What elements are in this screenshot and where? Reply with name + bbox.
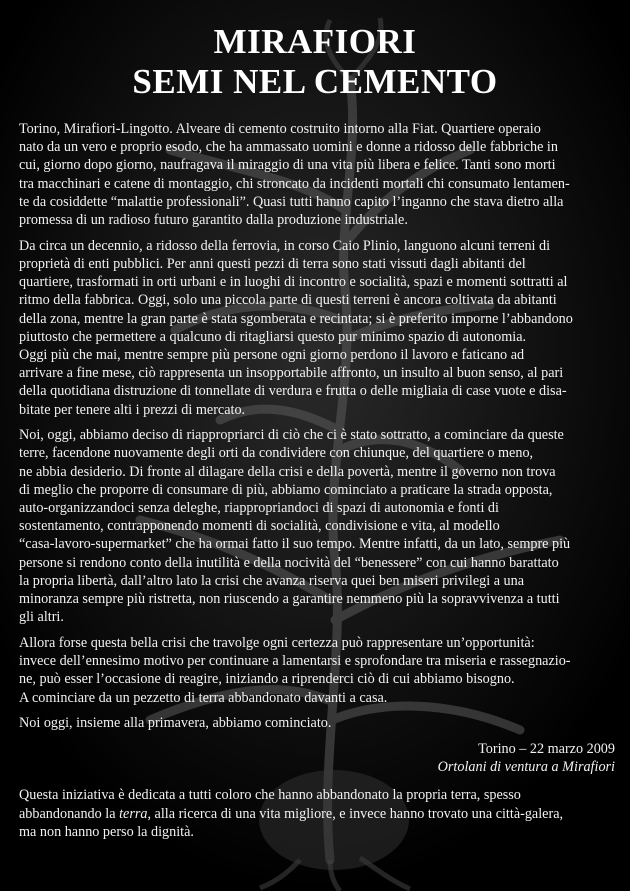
text-line: persone si rendono conto della inutilità e della nocività del “benessere” con cui hanno barattato (19, 554, 559, 571)
text-line: Torino, Mirafiori-Lingotto. Alveare di cemento costruito intorno alla Fiat. Quartiere operaio (19, 121, 541, 137)
text-line: ma non hanno perso la dignità. (19, 823, 194, 840)
text-line: bitate per tenere alti i prezzi di mercato. (19, 401, 246, 418)
article-body (19, 120, 615, 849)
text-line: ne, può esser l’occasione di reagire, iniziando a riprenderci ciò di cui abbiamo bisogno. (19, 671, 515, 688)
text-line: tra macchinari e catene di montaggio, chi stroncato da incidenti mortali chi consumato lentamen- (19, 175, 570, 192)
text-line: quartiere, trasformati in orti urbani e in luoghi di incontro e socialità, spazi e momenti sottratti al (19, 274, 568, 291)
text-line: “casa-lavoro-supermarket” che ha ormai fatto il suo tempo. Mentre infatti, da un lato, sempre più (19, 536, 571, 553)
title-line-1: MIRAFIORI (213, 22, 417, 61)
text-line: di meglio che proporre di consumare di più, abbiamo cominciato a praticare la strada opposta, (19, 481, 553, 498)
text-line: ne abbia desiderio. Di fronte al dilagare della crisi e della povertà, mentre il governo non trova (19, 463, 556, 480)
signature-author: Ortolani di ventura a Mirafiori (437, 759, 615, 776)
signature-block (19, 740, 615, 776)
text-line: della quotidiana distruzione di tonnellate di verdura e frutta o delle migliaia di case vuote e disa- (19, 383, 567, 400)
text-line: te da cosiddette “malattie professionali”. Quasi tutti hanno capito l’inganno che stava dietro alla (19, 193, 564, 210)
text-fragment: , alla ricerca di una vita migliore, e invece hanno trovato una città-galera, (147, 805, 564, 822)
text-line: Oggi più che mai, mentre sempre più persone ogni giorno perdono il lavoro e faticano ad (19, 346, 525, 363)
signature-place-date: Torino – 22 marzo 2009 (478, 741, 615, 757)
text-line: cui, giorno dopo giorno, naufragava il miraggio di una vita più libera e felice. Tanti sono morti (19, 157, 556, 174)
text-line: sostentamento, contrapponendo momenti di socialità, condivisione e vita, al modello (19, 518, 500, 535)
paragraph-crisi (19, 634, 615, 707)
text-line (19, 805, 615, 823)
text-line: auto-organizzandoci senza deleghe, riappropriandoci di spazi di autonomia e fonti di (19, 500, 499, 517)
text-line: promessa di un radioso futuro garantito dalla produzione industriale. (19, 212, 408, 229)
paragraph-riappropriarci (19, 426, 615, 626)
text-fragment: abbandonando la (19, 805, 120, 822)
text-line: ritmo della fabbrica. Oggi, solo una piccola parte di questi terreni è ancora coltivata da abitanti (19, 292, 557, 309)
emphasis-terra: terra (119, 805, 148, 822)
spacer (19, 776, 615, 786)
text-line: terre, facendone nuovamente degli orti da condividere con chiunque, del quartiere o meno, (19, 445, 534, 462)
text-line: nato da un vero e proprio esodo, che ha ammassato uomini e donne a ridosso delle fabbriche in (19, 139, 558, 156)
text-line: Questa iniziativa è dedicata a tutti coloro che hanno abbandonato la propria terra, spesso (19, 787, 521, 804)
text-line: Allora forse questa bella crisi che travolge ogni certezza può rappresentare un’opportunità: (19, 634, 535, 651)
closing-line: Noi oggi, insieme alla primavera, abbiamo cominciato. (19, 715, 332, 732)
text-line: Noi, oggi, abbiamo deciso di riappropriarci di ciò che ci è stato sottratto, a cominciare da queste (19, 427, 564, 444)
text-line: A cominciare da un pezzetto di terra abbandonato davanti a casa. (19, 689, 388, 706)
text-line: gli altri. (19, 609, 64, 626)
paragraph-closing (19, 714, 615, 732)
text-line: arrivare a fine mese, ciò rappresenta un insopportabile affronto, un insulto al buon senso, al pari (19, 365, 564, 382)
paragraph-intro (19, 120, 615, 229)
text-line: della zona, mentre la gran parte è stata sgomberata e recintata; si è preferito imporne l’abbandono (19, 310, 573, 327)
paragraph-dedication (19, 786, 615, 841)
text-line: piuttosto che permettere a qualcuno di ritagliarsi questo pur minimo spazio di autonomia. (19, 328, 527, 345)
text-line: la propria libertà, dall’altro lato la crisi che avanza riserva quei ben miseri privilegi a una (19, 572, 525, 589)
title-line-2: SEMI NEL CEMENTO (132, 62, 498, 101)
text-line: minoranza sempre più ristretta, non riuscendo a garantire nemmeno più la sopravvivenza a tutti (19, 591, 560, 608)
text-line: invece dell’ennesimo motivo per continuare a lamentarsi e sprofondare tra miseria e rassegnazio- (19, 653, 571, 670)
text-line: Da circa un decennio, a ridosso della ferrovia, in corso Caio Plinio, languono alcuni terreni di (19, 237, 551, 254)
text-line: proprietà di enti pubblici. Per anni questi pezzi di terra sono stati vissuti dagli abitanti del (19, 255, 526, 272)
paragraph-terreni (19, 237, 615, 419)
